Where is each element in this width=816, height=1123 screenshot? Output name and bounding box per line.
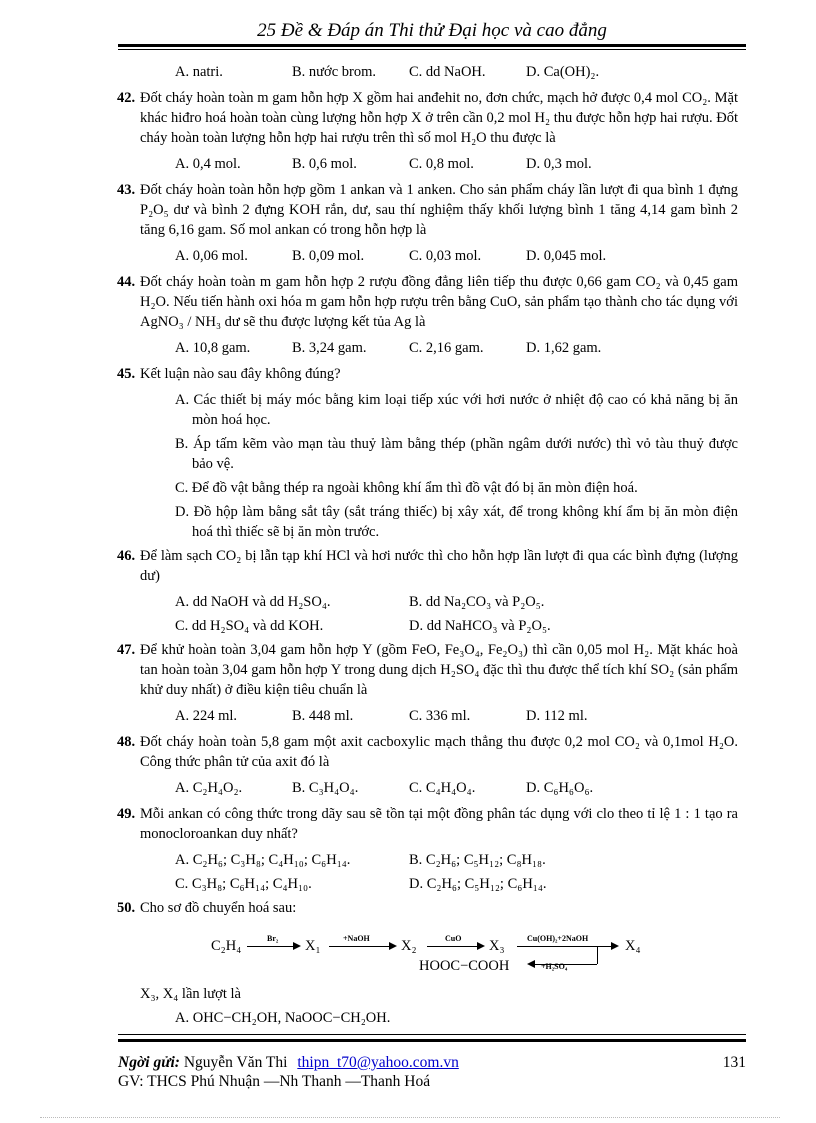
q43-option-c: C. 0,03 mol. [409,248,482,264]
q49-option-b: B. C₂H₆; C₅H₁₂; C₈H₁₈. [409,852,546,868]
q50-after-text: X₃, X₄ lần lượt là [140,986,241,1002]
scheme-branch-line [597,946,598,964]
scheme-x4: X₄ [625,938,641,954]
q50-option-a: A. OHC−CH₂OH, NaOOC−CH₂OH. [175,1010,391,1026]
question-number: 45. [117,366,136,382]
question-number: 46. [117,548,136,564]
q45-options [117,390,738,542]
q41-option-d: D. Ca(OH)₂. [526,64,600,80]
q46-option-c: C. dd H₂SO₄ và dd KOH. [175,618,324,634]
q42-option-c: C. 0,8 mol. [409,156,474,172]
question-48 [117,732,738,772]
q46-options-row1 [117,592,738,612]
scheme-arrow-3 [427,946,483,947]
q43-option-a: A. 0,06 mol. [175,248,248,264]
question-text: Kết luận nào sau đây không đúng? [140,366,341,382]
document-body [117,60,738,1032]
q49-option-d: D. C₂H₆; C₅H₁₂; C₆H₁₄. [409,876,547,892]
question-text: Cho sơ đồ chuyển hoá sau: [140,900,297,916]
scheme-reagent-2: +NaOH [343,934,370,943]
header-rule-thick [118,44,746,47]
q45-option-a: A. Các thiết bị máy móc bằng kim loại tiếp xúc với hơi nước ở nhiệt độ cao có khả năng bị ăn mòn hoá học. [175,392,738,428]
sender-name: Nguyễn Văn Thi [183,1054,288,1071]
scheme-arrow-2 [329,946,395,947]
q46-option-b: B. dd Na₂CO₃ và P₂O₅. [409,594,545,610]
q46-option-d: D. dd NaHCO₃ và P₂O₅. [409,618,551,634]
scheme-arrow-4 [517,946,617,947]
q48-option-d: D. C₆H₆O₆. [526,780,594,796]
question-46 [117,546,738,586]
q48-option-a: A. C₂H₄O₂. [175,780,243,796]
question-text: Để khử hoàn toàn 3,04 gam hỗn hợp Y (gồm FeO, Fe₃O₄, Fe₂O₃) thì cần 0,05 mol H₂. Mặt khác hoà tan hoàn toàn 3,04 gam hỗn hợp Y trong dung dịch H₂SO₄ đặc thì thu được thể tích khí SO₂ (sản phẩm khử duy nhất) ở điều kiện tiêu chuẩn là [140,642,738,698]
sender-email-link[interactable]: thipn_t70@yahoo.com.vn [297,1054,459,1071]
question-45 [117,364,738,384]
scheme-x2: X₂ [401,938,417,954]
question-text: Để làm sạch CO₂ bị lẫn tạp khí HCl và hơi nước thì cho hỗn hợp lần lượt đi qua các bình đựng (lượng dư) [140,548,738,584]
q43-option-d: D. 0,045 mol. [526,248,607,264]
q47-option-b: B. 448 ml. [292,708,354,724]
question-number: 49. [117,806,136,822]
q48-option-c: C. C₄H₄O₄. [409,780,476,796]
q44-option-c: C. 2,16 gam. [409,340,484,356]
footer-rule-thick [118,1039,746,1042]
q47-options [117,706,738,726]
scheme-reagent-4: Cu(OH)₂+2NaOH [527,934,589,943]
question-number: 47. [117,642,136,658]
q46-option-a: A. dd NaOH và dd H₂SO₄. [175,594,331,610]
q41-option-c: C. dd NaOH. [409,64,486,80]
page-header: 25 Đề & Đáp án Thi thử Đại học và cao đẳng [257,20,607,41]
scheme-reagent-1: Br₂ [267,934,279,943]
q41-option-b: B. nước brom. [292,64,376,80]
q44-option-d: D. 1,62 gam. [526,340,602,356]
conversion-scheme [117,924,738,980]
q49-option-c: C. C₃H₈; C₆H₁₄; C₄H₁₀. [175,876,312,892]
q44-options [117,338,738,358]
question-47 [117,640,738,700]
question-number: 48. [117,734,136,750]
q43-option-b: B. 0,09 mol. [292,248,365,264]
question-number: 42. [117,90,136,106]
q49-option-a: A. C₂H₆; C₃H₈; C₄H₁₀; C₆H₁₄. [175,852,351,868]
q45-option-d: D. Đồ hộp làm bằng sắt tây (sắt tráng thiếc) bị xây xát, để trong không khí ẩm bị ăn mòn điện hoá thì thiếc sẽ bị ăn mòn trước. [175,504,738,540]
q44-option-a: A. 10,8 gam. [175,340,251,356]
q43-options [117,246,738,266]
q49-options-row1 [117,850,738,870]
q42-option-b: B. 0,6 mol. [292,156,357,172]
q46-options-row2 [117,616,738,636]
question-text: Đốt cháy hoàn toàn hỗn hợp gồm 1 ankan và 1 anken. Cho sản phẩm cháy lần lượt đi qua bình 1 đựng P₂O₅ dư và bình 2 đựng KOH rắn, dư, sau thí nghiệm thấy khối lượng bình 1 tăng 4,14 gam bình 2 tăng 6,16 gam. Số mol ankan có trong hỗn hợp là [140,182,738,238]
q49-options-row2 [117,874,738,894]
page-bottom-dotted-border [40,1117,780,1118]
sender-label: Ngời gửi: [118,1054,180,1071]
q44-option-b: B. 3,24 gam. [292,340,367,356]
scheme-reagent-3: CuO [445,934,462,943]
question-number: 44. [117,274,136,290]
question-number: 43. [117,182,136,198]
footer-sender-line [118,1054,746,1072]
q47-option-a: A. 224 ml. [175,708,238,724]
footer-rule-thin [118,1034,746,1035]
q42-option-d: D. 0,3 mol. [526,156,592,172]
q41-option-a: A. natri. [175,64,223,80]
q45-option-c: C. Để đồ vật bằng thép ra ngoài không khí ẩm thì đồ vật đó bị ăn mòn điện hoá. [175,480,638,496]
question-number: 50. [117,900,136,916]
question-44 [117,272,738,332]
scheme-x3: X₃ [489,938,505,954]
question-text: Đốt cháy hoàn toàn 5,8 gam một axit cacboxylic mạch thẳng thu được 0,2 mol CO₂ và 0,1mol H₂O. Công thức phân tử của axit đó là [140,734,738,770]
footer-school-line: GV: THCS Phú Nhuận —Nh Thanh —Thanh Hoá [118,1073,431,1090]
q48-options [117,778,738,798]
q48-option-b: B. C₃H₄O₄. [292,780,359,796]
question-43 [117,180,738,240]
question-text: Đốt cháy hoàn toàn m gam hỗn hợp X gồm hai anđehit no, đơn chức, mạch hở được 0,4 mol CO₂. Mặt khác hiđro hoá hoàn toàn cùng lượng hỗn hợp X ở trên cần 0,2 mol H₂ thu được hỗn hợp hai rượu. Đốt cháy hoàn toàn lượng hỗn hợp hai rượu trên thì số mol H₂O thu được là [140,90,738,146]
q41-options [117,62,738,82]
question-50 [117,898,738,918]
q45-option-b: B. Áp tấm kẽm vào mạn tàu thuỷ làm bằng thép (phần ngâm dưới nước) thì vỏ tàu thuỷ được bảo vệ. [175,436,738,472]
question-text: Mỗi ankan có công thức trong dãy sau sẽ tồn tại một đồng phân tác dụng với clo theo tỉ lệ 1 : 1 tạo ra monocloroankan duy nhất? [140,806,738,842]
question-42 [117,88,738,148]
q47-option-c: C. 336 ml. [409,708,471,724]
question-49 [117,804,738,844]
question-text: Đốt cháy hoàn toàn m gam hỗn hợp 2 rượu đồng đẳng liên tiếp thu được 0,66 gam CO₂ và 0,45 gam H₂O. Nếu tiến hành oxi hóa m gam hỗn hợp rượu trên bằng CuO, sản phẩm tạo thành cho tác dụng với AgNO₃ / NH₃ dư sẽ thu được lượng kết tủa Ag là [140,274,738,330]
q42-options [117,154,738,174]
header-rule-thin [118,49,746,50]
scheme-reagent-5: +H₂SO₄ [541,962,568,971]
q47-option-d: D. 112 ml. [526,708,588,724]
scheme-start: C₂H₄ [211,938,242,954]
scheme-x1: X₁ [305,938,321,954]
scheme-arrow-1 [247,946,299,947]
page-number: 131 [722,1054,746,1071]
q42-option-a: A. 0,4 mol. [175,156,241,172]
scheme-bottom-product: HOOC−COOH [419,958,510,974]
